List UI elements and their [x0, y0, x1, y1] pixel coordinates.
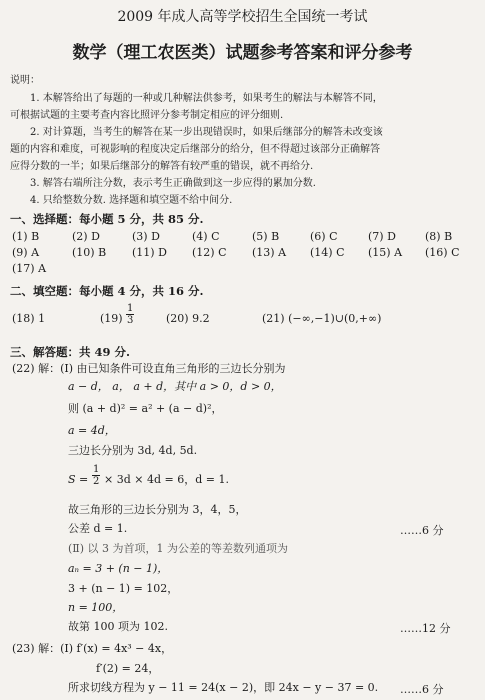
q22-line: 故第 100 项为 102. [68, 620, 168, 633]
choice-answer: (10) B [72, 246, 107, 259]
q22-area-fraction [92, 464, 100, 487]
fill-answer-18: (18) 1 [12, 312, 46, 325]
fraction-denominator: 2 [93, 476, 100, 487]
fill-answer-21: (21) (−∞,−1)∪(0,+∞) [262, 312, 382, 325]
choice-answer: (4) C [192, 230, 220, 243]
q23-score-part1: ……6 分 [400, 683, 444, 696]
choice-answer: (16) C [425, 246, 460, 259]
choice-answer: (14) C [310, 246, 345, 259]
q22-line: 故三角形的三边长分别为 3，4，5， [68, 503, 247, 516]
q22-line: n = 100， [68, 601, 124, 614]
q22-line: a − d， a， a + d，其中 a > 0，d > 0， [68, 380, 282, 393]
choice-answer: (2) D [72, 230, 100, 243]
fill-answer-19-fraction [126, 303, 134, 326]
fraction-numerator: 1 [93, 464, 100, 475]
choice-answer: (8) B [425, 230, 453, 243]
choice-heading: 一、选择题：每小题 5 分，共 85 分. [10, 212, 204, 226]
choice-answer: (17) A [12, 262, 47, 275]
choice-answer: (7) D [368, 230, 396, 243]
choice-answer: (1) B [12, 230, 40, 243]
note-line: 4. 只给整数分数. 选择题和填空题不给中间分. [30, 195, 233, 206]
choice-answer: (11) D [132, 246, 167, 259]
q22-line: 三边长分别为 3d, 4d, 5d. [68, 444, 198, 457]
fill-answer-20: (20) 9.2 [166, 312, 210, 325]
q23-line: (23) 解：(Ⅰ) f′(x) = 4x³ − 4x， [12, 642, 173, 655]
q22-line: aₙ = 3 + (n − 1)， [68, 562, 169, 575]
q22-line: 3 + (n − 1) = 102， [68, 582, 179, 595]
q22-line: 则 (a + d)² = a² + (a − d)²， [68, 402, 223, 415]
answer-key-title: 数学（理工农医类）试题参考答案和评分参考 [72, 43, 413, 63]
fraction-numerator: 1 [127, 303, 134, 314]
solve-heading: 三、解答题：共 49 分. [10, 345, 131, 359]
note-line: 3. 解答右端所注分数，表示考生正确做到这一步应得的累加分数. [30, 178, 316, 189]
choice-answer: (3) D [132, 230, 160, 243]
q23-line: f′(2) = 24， [96, 662, 160, 675]
q22-line: (22) 解：(Ⅰ) 由已知条件可设直角三角形的三边长分别为 [12, 362, 286, 375]
q22-line: 公差 d = 1. [68, 522, 128, 535]
notes-heading: 说明： [10, 75, 40, 86]
q22-score-part1: ……6 分 [400, 524, 444, 537]
choice-answer: (6) C [310, 230, 338, 243]
fill-heading: 二、填空题：每小题 4 分，共 16 分. [10, 284, 204, 298]
q22-score-part2: ……12 分 [400, 622, 451, 635]
q22-area-rhs: × 3d × 4d = 6，d = 1. [104, 473, 229, 486]
q22-area-lhs: S = [68, 473, 89, 486]
fill-answer-19-label: (19) [100, 312, 123, 325]
choice-answer: (9) A [12, 246, 40, 259]
choice-answer: (13) A [252, 246, 287, 259]
q22-line: (Ⅱ) 以 3 为首项，1 为公差的等差数列通项为 [68, 542, 289, 555]
q22-line: a = 4d， [68, 424, 116, 437]
note-line: 可根据试题的主要考查内容比照评分参考制定相应的评分细则. [10, 110, 284, 121]
note-line: 应得分数的一半；如果后继部分的解答有较严重的错误，就不再给分. [10, 161, 314, 172]
exam-title: 2009 年成人高等学校招生全国统一考试 [117, 9, 368, 25]
fraction-denominator: 3 [127, 315, 134, 326]
choice-answer: (5) B [252, 230, 280, 243]
choice-answer: (15) A [368, 246, 403, 259]
note-line: 1. 本解答给出了每题的一种或几种解法供参考，如果考生的解法与本解答不同， [30, 93, 383, 104]
q23-line: 所求切线方程为 y − 11 = 24(x − 2)，即 24x − y − 37 = 0. [68, 681, 379, 694]
note-line: 题的内容和难度，可视影响的程度决定后继部分的给分，但不得超过该部分正确解答 [10, 144, 380, 155]
choice-answer: (12) C [192, 246, 227, 259]
note-line: 2. 对计算题，当考生的解答在某一步出现错误时，如果后继部分的解答未改变该 [30, 127, 383, 138]
